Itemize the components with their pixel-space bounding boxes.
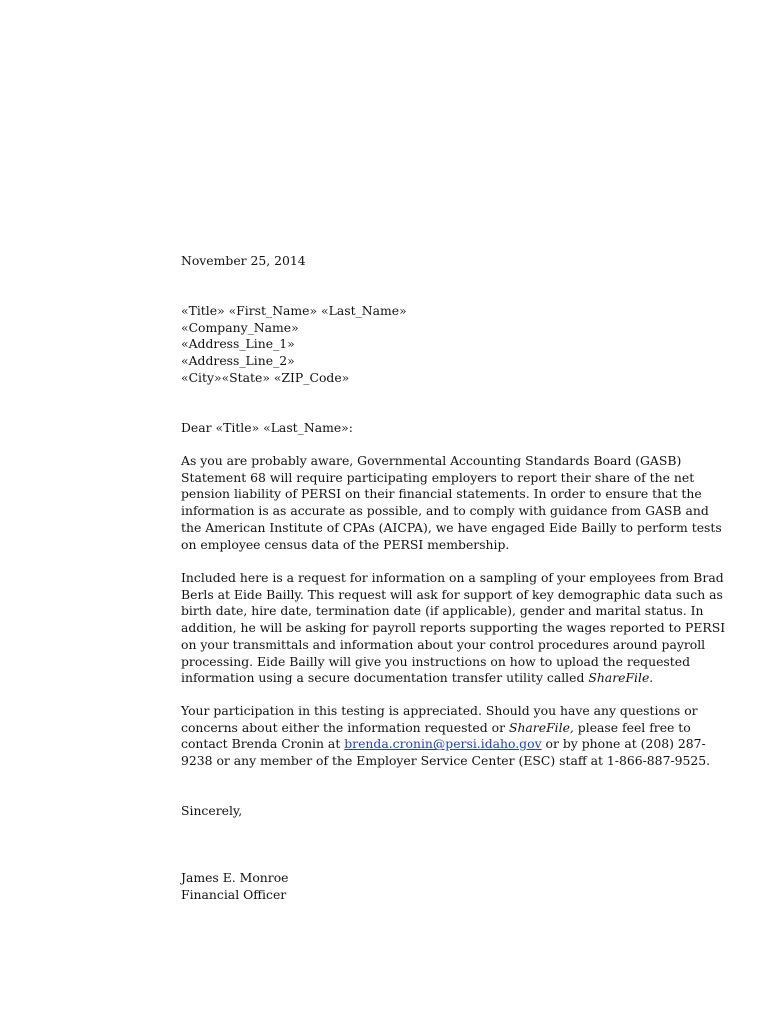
signer-title: Financial Officer [181,886,287,902]
paragraph-text: please feel free to [573,719,691,735]
paragraph-line [181,720,701,737]
date-text: November 25, 2014 [181,253,306,268]
paragraph-line [181,736,706,753]
sharefile-term: ShareFile, [508,719,574,735]
paragraph-line: information is as accurate as possible, and to comply with guidance from GASB and [181,503,709,519]
closing [181,803,701,820]
paragraph-line: As you are probably aware, Governmental Accounting Standards Board (GASB) [181,453,682,468]
paragraph-gasb [181,453,722,553]
paragraph-line: Included here is a request for information on a sampling of your employees from Brad [181,570,724,585]
paragraph-line: pension liability of PERSI on their financial statements. In order to ensure that the [181,486,702,502]
paragraph-line [181,670,701,687]
salutation-text: Dear «Title» «Last_Name»: [181,420,353,435]
address-line-name: «Title» «First_Name» «Last_Name» [181,303,407,318]
address-line-company: «Company_Name» [181,319,299,335]
salutation [181,420,701,437]
closing-text: Sincerely, [181,803,243,818]
paragraph-line: Statement 68 will require participating employers to report their share of the net [181,469,695,485]
recipient-address [181,303,701,387]
paragraph-request [181,570,726,687]
paragraph-line: processing. Eide Bailly will give you instructions on how to upload the requested [181,653,691,669]
paragraph-line: on employee census data of the PERSI membership. [181,536,510,552]
paragraph-line: the American Institute of CPAs (AICPA), we have engaged Eide Bailly to perform tests [181,519,722,535]
email-link[interactable]: brenda.cronin@persi.idaho.gov [344,736,542,752]
address-line-1: «Address_Line_1» [181,336,295,352]
paragraph-text: or by phone at (208) 287- [541,736,706,752]
address-line-city-state-zip: «City»«State» «ZIP_Code» [181,369,350,385]
paragraph-line: addition, he will be asking for payroll reports supporting the wages reported to PERSI [181,620,726,636]
paragraph-line: Your participation in this testing is appreciated. Should you have any questions or [181,703,698,718]
paragraph-text: contact Brenda Cronin at [181,736,345,752]
paragraph-contact [181,703,711,770]
letter-date [181,253,701,270]
paragraph-line: on your transmittals and information about your control procedures around payroll [181,636,706,652]
address-line-2: «Address_Line_2» [181,353,295,369]
paragraph-line: birth date, hire date, termination date (if applicable), gender and marital status. In [181,603,704,619]
signature-block [181,870,701,903]
paragraph-line: 9238 or any member of the Employer Service Center (ESC) staff at 1-866-887-9525. [181,753,711,769]
signer-name: James E. Monroe [181,870,289,885]
paragraph-line: Berls at Eide Bailly. This request will ask for support of key demographic data such as [181,586,723,602]
paragraph-text: concerns about either the information requested or [181,719,509,735]
paragraph-text: information using a secure documentation transfer utility called [181,670,589,686]
sharefile-term: ShareFile. [588,670,654,686]
